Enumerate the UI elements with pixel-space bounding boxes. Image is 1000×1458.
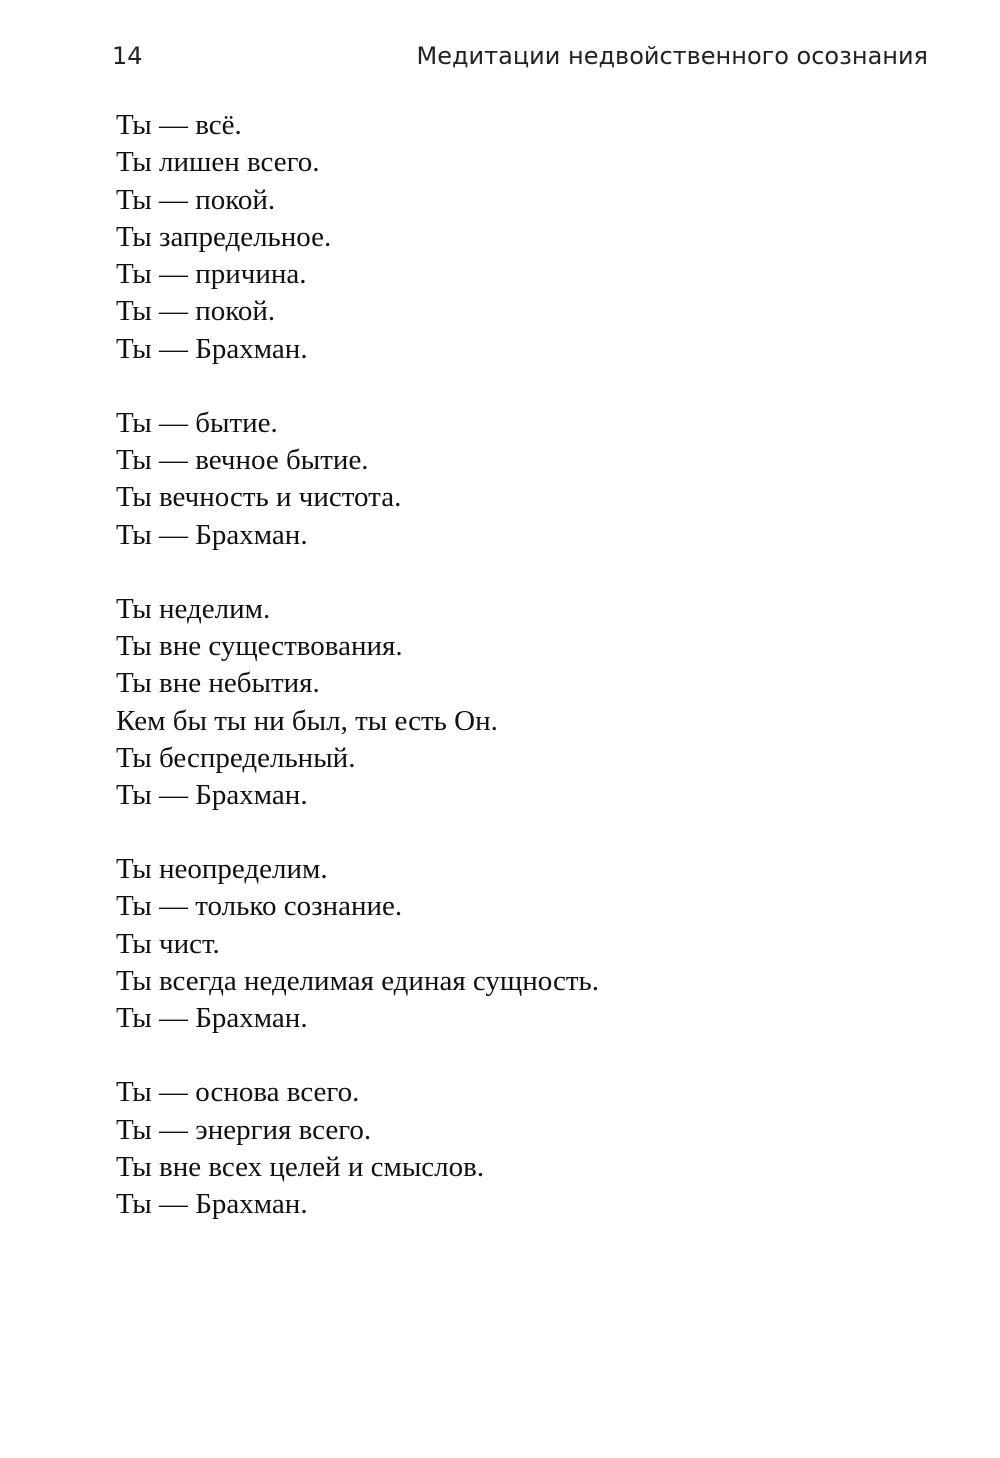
running-title: Медитации недвойственного осознания: [416, 42, 928, 70]
poem-line: Ты лишен всего.: [116, 146, 320, 179]
poem-line: Ты — бытие.: [116, 406, 278, 439]
stanza: [116, 1074, 599, 1223]
poem-line: Ты неопределим.: [116, 853, 328, 886]
poem-line: Ты — Брахман.: [116, 1188, 308, 1221]
poem-line: Ты — Брахман.: [116, 518, 308, 551]
poem-line: Кем бы ты ни был, ты есть Он.: [116, 704, 498, 737]
poem-line: Ты — энергия всего.: [116, 1113, 372, 1146]
poem-line: Ты вне всех целей и смыслов.: [116, 1150, 485, 1183]
page-number: 14: [112, 42, 143, 70]
poem-line: Ты вне небытия.: [116, 667, 320, 700]
poem-line: Ты запредельное.: [116, 220, 332, 253]
stanza: [116, 405, 599, 554]
poem-line: Ты — покой.: [116, 183, 276, 216]
poem-line: Ты — покой.: [116, 295, 276, 328]
stanza: [116, 851, 599, 1037]
poem-line: Ты — вечное бытие.: [116, 444, 369, 477]
poem-line: Ты — Брахман.: [116, 779, 308, 812]
running-head: [112, 38, 928, 74]
stanza: [116, 591, 599, 815]
poem-line: Ты — Брахман.: [116, 1002, 308, 1035]
stanza: [116, 107, 599, 368]
poem-line: Ты вне существования.: [116, 629, 403, 662]
poem-line: Ты всегда неделимая единая сущность.: [116, 965, 600, 997]
poem-line: Ты — Брахман.: [116, 332, 308, 365]
poem-line: Ты неделим.: [116, 592, 271, 625]
poem-line: Ты беспредельный.: [116, 741, 356, 774]
poem-line: Ты — только сознание.: [116, 890, 403, 923]
poem-line: Ты чист.: [116, 927, 220, 960]
poem-line: Ты вечность и чистота.: [116, 481, 402, 514]
poem-line: Ты — всё.: [116, 109, 242, 141]
poem-line: Ты — основа всего.: [116, 1076, 360, 1109]
poem-body: [116, 107, 599, 1260]
poem-line: Ты — причина.: [116, 258, 307, 291]
